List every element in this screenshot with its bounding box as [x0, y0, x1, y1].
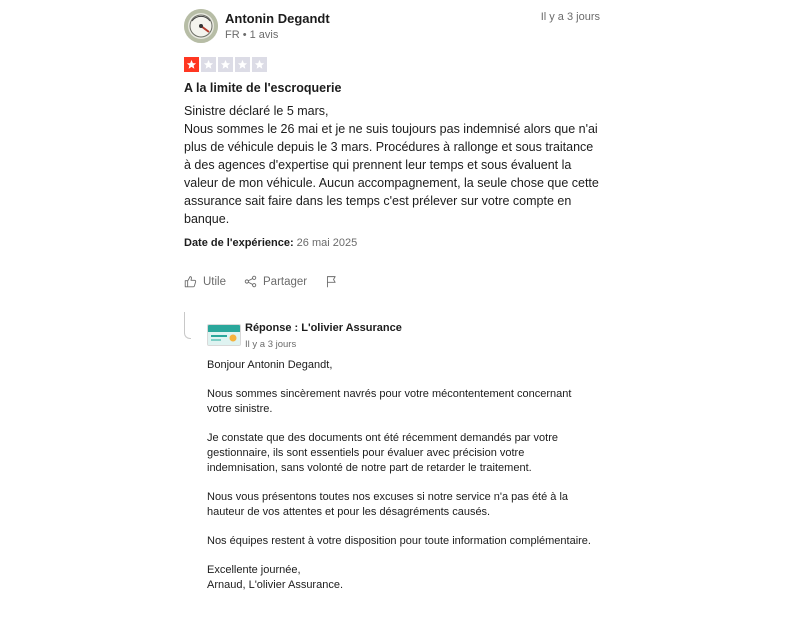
- reviewer-meta: FR • 1 avis: [225, 29, 279, 41]
- useful-label: Utile: [203, 275, 227, 288]
- avatar[interactable]: [184, 9, 218, 43]
- reply-paragraph: Nous vous présentons toutes nos excuses si notre service n'a pas été à la hauteur de vos attentes et pour les désagréments causés.: [207, 491, 569, 518]
- review-date: Il y a 3 jours: [540, 11, 600, 23]
- company-logo: [207, 324, 241, 346]
- share-icon: [244, 275, 257, 288]
- star-icon: [201, 57, 216, 72]
- experience-label: Date de l'expérience:: [184, 237, 294, 249]
- review-body-line: Nous sommes le 26 mai et je ne suis toujours pas indemnisé alors que n'ai plus de véhicule depuis le 3 mars. Procédures à rallonge et sous traitance à des agences d'expertise qui prennent leur temps et sous évaluent la valeur de mon véhicule. Aucun accompagnement, la seule chose que cette assurance sait faire dans les temps c'est prélever sur votre compte en banque.: [184, 122, 599, 226]
- star-rating: [184, 57, 267, 72]
- review-body-line: Sinistre déclaré le 5 mars,: [184, 104, 329, 118]
- company-logo-image: [208, 325, 240, 345]
- share-label: Partager: [263, 275, 308, 288]
- star-icon: [184, 57, 199, 72]
- reply-connector: [184, 312, 191, 339]
- avatar-image: [184, 9, 218, 43]
- reply-body: [207, 358, 597, 607]
- star-icon: [235, 57, 250, 72]
- reviewer-name[interactable]: Antonin Degandt: [225, 11, 330, 26]
- reply-paragraph: Bonjour Antonin Degandt,: [207, 359, 333, 371]
- review-title: A la limite de l'escroquerie: [184, 81, 342, 95]
- star-icon: [218, 57, 233, 72]
- reply-date: Il y a 3 jours: [245, 339, 297, 350]
- reply-paragraph: Nous sommes sincèrement navrés pour votre mécontentement concernant votre sinistre.: [207, 388, 572, 415]
- review-body: [184, 102, 600, 228]
- reply-signature: Excellente journée, Arnaud, L'olivier Assurance.: [207, 564, 344, 591]
- reply-paragraph: Nos équipes restent à votre disposition pour toute information complémentaire.: [207, 535, 591, 547]
- useful-button[interactable]: [184, 275, 226, 288]
- share-button[interactable]: [244, 275, 307, 288]
- experience-date: [184, 237, 357, 249]
- review-actions: [184, 275, 338, 288]
- thumbs-up-icon: [184, 275, 197, 288]
- flag-icon: [325, 275, 338, 288]
- experience-value: 26 mai 2025: [296, 237, 358, 249]
- star-icon: [252, 57, 267, 72]
- reply-paragraph: Je constate que des documents ont été récemment demandés par votre gestionnaire, ils sont essentiels pour évaluer avec précision votre indemnisation, sans volonté de notre part de retarder le traitement.: [207, 432, 558, 474]
- reply-title: Réponse : L'olivier Assurance: [245, 322, 402, 334]
- report-button[interactable]: [325, 275, 338, 288]
